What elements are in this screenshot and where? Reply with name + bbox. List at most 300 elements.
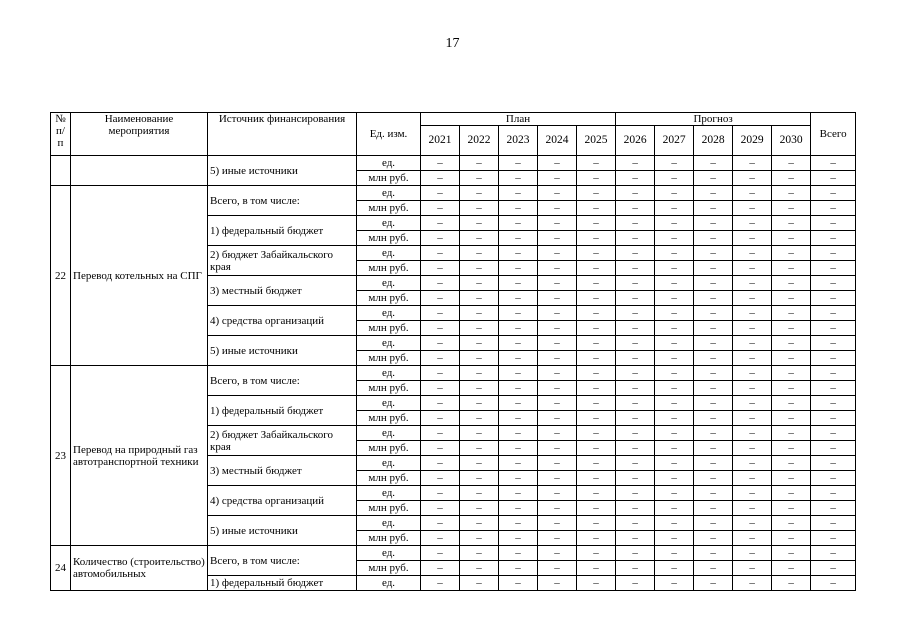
dash-cell: – bbox=[694, 186, 733, 201]
unit-cell: ед. bbox=[357, 456, 421, 471]
dash-cell: – bbox=[655, 216, 694, 231]
dash-cell: – bbox=[460, 516, 499, 531]
dash-cell: – bbox=[772, 531, 811, 546]
dash-cell: – bbox=[655, 276, 694, 291]
unit-cell: ед. bbox=[357, 426, 421, 441]
dash-cell: – bbox=[772, 246, 811, 261]
dash-cell: – bbox=[811, 246, 856, 261]
dash-cell: – bbox=[733, 171, 772, 186]
dash-cell: – bbox=[538, 216, 577, 231]
dash-cell: – bbox=[499, 186, 538, 201]
dash-cell: – bbox=[577, 186, 616, 201]
funding-source: 1) федеральный бюджет bbox=[208, 216, 357, 246]
dash-cell: – bbox=[577, 516, 616, 531]
dash-cell: – bbox=[577, 471, 616, 486]
dash-cell: – bbox=[733, 501, 772, 516]
dash-cell: – bbox=[577, 561, 616, 576]
dash-cell: – bbox=[655, 486, 694, 501]
header-plan: План bbox=[421, 113, 616, 126]
dash-cell: – bbox=[499, 411, 538, 426]
dash-cell: – bbox=[460, 531, 499, 546]
dash-cell: – bbox=[538, 456, 577, 471]
dash-cell: – bbox=[538, 516, 577, 531]
dash-cell: – bbox=[655, 561, 694, 576]
dash-cell: – bbox=[811, 351, 856, 366]
dash-cell: – bbox=[811, 576, 856, 591]
dash-cell: – bbox=[499, 501, 538, 516]
dash-cell: – bbox=[655, 201, 694, 216]
dash-cell: – bbox=[655, 261, 694, 276]
dash-cell: – bbox=[577, 411, 616, 426]
dash-cell: – bbox=[538, 156, 577, 171]
dash-cell: – bbox=[733, 486, 772, 501]
dash-cell: – bbox=[460, 171, 499, 186]
dash-cell: – bbox=[499, 486, 538, 501]
dash-cell: – bbox=[733, 441, 772, 456]
dash-cell: – bbox=[772, 576, 811, 591]
dash-cell: – bbox=[655, 531, 694, 546]
header-name: Наименование мероприятия bbox=[71, 113, 208, 156]
unit-cell: млн руб. bbox=[357, 501, 421, 516]
dash-cell: – bbox=[811, 306, 856, 321]
dash-cell: – bbox=[577, 291, 616, 306]
dash-cell: – bbox=[772, 291, 811, 306]
dash-cell: – bbox=[616, 426, 655, 441]
dash-cell: – bbox=[499, 321, 538, 336]
dash-cell: – bbox=[577, 426, 616, 441]
funding-source: 1) федеральный бюджет bbox=[208, 576, 357, 591]
dash-cell: – bbox=[538, 486, 577, 501]
dash-cell: – bbox=[421, 156, 460, 171]
dash-cell: – bbox=[811, 516, 856, 531]
dash-cell: – bbox=[772, 201, 811, 216]
dash-cell: – bbox=[733, 426, 772, 441]
dash-cell: – bbox=[460, 276, 499, 291]
dash-cell: – bbox=[733, 261, 772, 276]
dash-cell: – bbox=[499, 276, 538, 291]
row-number bbox=[51, 156, 71, 186]
dash-cell: – bbox=[421, 531, 460, 546]
dash-cell: – bbox=[421, 411, 460, 426]
dash-cell: – bbox=[538, 441, 577, 456]
dash-cell: – bbox=[733, 306, 772, 321]
funding-source: 1) федеральный бюджет bbox=[208, 396, 357, 426]
dash-cell: – bbox=[772, 186, 811, 201]
dash-cell: – bbox=[499, 246, 538, 261]
unit-cell: млн руб. bbox=[357, 411, 421, 426]
dash-cell: – bbox=[616, 186, 655, 201]
dash-cell: – bbox=[811, 531, 856, 546]
dash-cell: – bbox=[733, 231, 772, 246]
dash-cell: – bbox=[616, 201, 655, 216]
dash-cell: – bbox=[499, 201, 538, 216]
dash-cell: – bbox=[460, 186, 499, 201]
dash-cell: – bbox=[772, 411, 811, 426]
dash-cell: – bbox=[577, 486, 616, 501]
unit-cell: млн руб. bbox=[357, 291, 421, 306]
funding-source: 4) средства организаций bbox=[208, 486, 357, 516]
unit-cell: ед. bbox=[357, 306, 421, 321]
dash-cell: – bbox=[499, 381, 538, 396]
dash-cell: – bbox=[499, 156, 538, 171]
dash-cell: – bbox=[655, 336, 694, 351]
dash-cell: – bbox=[616, 156, 655, 171]
unit-cell: ед. bbox=[357, 396, 421, 411]
dash-cell: – bbox=[577, 576, 616, 591]
dash-cell: – bbox=[577, 231, 616, 246]
dash-cell: – bbox=[421, 246, 460, 261]
dash-cell: – bbox=[655, 186, 694, 201]
dash-cell: – bbox=[772, 546, 811, 561]
dash-cell: – bbox=[694, 336, 733, 351]
dash-cell: – bbox=[694, 561, 733, 576]
dash-cell: – bbox=[772, 486, 811, 501]
dash-cell: – bbox=[460, 501, 499, 516]
funding-source: 3) местный бюджет bbox=[208, 456, 357, 486]
unit-cell: млн руб. bbox=[357, 261, 421, 276]
dash-cell: – bbox=[460, 201, 499, 216]
dash-cell: – bbox=[421, 501, 460, 516]
dash-cell: – bbox=[538, 321, 577, 336]
table-row bbox=[51, 366, 856, 381]
unit-cell: ед. bbox=[357, 576, 421, 591]
dash-cell: – bbox=[460, 261, 499, 276]
dash-cell: – bbox=[772, 441, 811, 456]
header-year: 2025 bbox=[577, 126, 616, 156]
funding-source: 2) бюджет Забайкальского края bbox=[208, 246, 357, 276]
dash-cell: – bbox=[577, 216, 616, 231]
dash-cell: – bbox=[577, 531, 616, 546]
dash-cell: – bbox=[772, 306, 811, 321]
dash-cell: – bbox=[460, 156, 499, 171]
dash-cell: – bbox=[460, 441, 499, 456]
dash-cell: – bbox=[616, 441, 655, 456]
page-number: 17 bbox=[445, 36, 460, 51]
dash-cell: – bbox=[460, 336, 499, 351]
funding-source: 5) иные источники bbox=[208, 336, 357, 366]
dash-cell: – bbox=[616, 306, 655, 321]
dash-cell: – bbox=[499, 351, 538, 366]
row-number: 23 bbox=[51, 366, 71, 546]
dash-cell: – bbox=[811, 441, 856, 456]
dash-cell: – bbox=[811, 561, 856, 576]
dash-cell: – bbox=[733, 546, 772, 561]
dash-cell: – bbox=[538, 261, 577, 276]
dash-cell: – bbox=[421, 201, 460, 216]
dash-cell: – bbox=[421, 186, 460, 201]
dash-cell: – bbox=[499, 531, 538, 546]
dash-cell: – bbox=[538, 276, 577, 291]
dash-cell: – bbox=[811, 261, 856, 276]
dash-cell: – bbox=[655, 396, 694, 411]
dash-cell: – bbox=[499, 456, 538, 471]
funding-source: Всего, в том числе: bbox=[208, 366, 357, 396]
dash-cell: – bbox=[460, 561, 499, 576]
dash-cell: – bbox=[616, 276, 655, 291]
dash-cell: – bbox=[616, 231, 655, 246]
header-source: Источник финансирования bbox=[208, 113, 357, 156]
dash-cell: – bbox=[499, 561, 538, 576]
dash-cell: – bbox=[460, 306, 499, 321]
dash-cell: – bbox=[811, 471, 856, 486]
dash-cell: – bbox=[577, 396, 616, 411]
unit-cell: ед. bbox=[357, 486, 421, 501]
funding-source: 3) местный бюджет bbox=[208, 276, 357, 306]
dash-cell: – bbox=[733, 471, 772, 486]
dash-cell: – bbox=[577, 441, 616, 456]
dash-cell: – bbox=[655, 471, 694, 486]
dash-cell: – bbox=[538, 351, 577, 366]
dash-cell: – bbox=[616, 246, 655, 261]
dash-cell: – bbox=[811, 291, 856, 306]
dash-cell: – bbox=[733, 381, 772, 396]
dash-cell: – bbox=[421, 486, 460, 501]
dash-cell: – bbox=[460, 486, 499, 501]
unit-cell: ед. bbox=[357, 546, 421, 561]
dash-cell: – bbox=[460, 396, 499, 411]
dash-cell: – bbox=[616, 381, 655, 396]
dash-cell: – bbox=[811, 321, 856, 336]
dash-cell: – bbox=[694, 201, 733, 216]
dash-cell: – bbox=[460, 546, 499, 561]
dash-cell: – bbox=[694, 441, 733, 456]
dash-cell: – bbox=[577, 546, 616, 561]
dash-cell: – bbox=[811, 186, 856, 201]
dash-cell: – bbox=[811, 366, 856, 381]
dash-cell: – bbox=[538, 381, 577, 396]
dash-cell: – bbox=[421, 516, 460, 531]
dash-cell: – bbox=[616, 366, 655, 381]
header-year: 2028 bbox=[694, 126, 733, 156]
dash-cell: – bbox=[733, 531, 772, 546]
dash-cell: – bbox=[499, 291, 538, 306]
dash-cell: – bbox=[616, 171, 655, 186]
dash-cell: – bbox=[538, 291, 577, 306]
dash-cell: – bbox=[655, 426, 694, 441]
dash-cell: – bbox=[616, 471, 655, 486]
dash-cell: – bbox=[694, 576, 733, 591]
dash-cell: – bbox=[538, 471, 577, 486]
dash-cell: – bbox=[421, 231, 460, 246]
row-number: 22 bbox=[51, 186, 71, 366]
dash-cell: – bbox=[577, 156, 616, 171]
dash-cell: – bbox=[499, 426, 538, 441]
dash-cell: – bbox=[811, 426, 856, 441]
measure-name: Количество (строительство) автомобильных bbox=[71, 546, 208, 591]
dash-cell: – bbox=[499, 366, 538, 381]
dash-cell: – bbox=[694, 171, 733, 186]
dash-cell: – bbox=[538, 186, 577, 201]
unit-cell: млн руб. bbox=[357, 381, 421, 396]
dash-cell: – bbox=[421, 456, 460, 471]
dash-cell: – bbox=[577, 261, 616, 276]
dash-cell: – bbox=[421, 471, 460, 486]
dash-cell: – bbox=[772, 156, 811, 171]
unit-cell: млн руб. bbox=[357, 561, 421, 576]
unit-cell: млн руб. bbox=[357, 201, 421, 216]
unit-cell: млн руб. bbox=[357, 321, 421, 336]
dash-cell: – bbox=[499, 516, 538, 531]
unit-cell: ед. bbox=[357, 186, 421, 201]
dash-cell: – bbox=[499, 216, 538, 231]
table-row bbox=[51, 546, 856, 561]
dash-cell: – bbox=[421, 321, 460, 336]
dash-cell: – bbox=[616, 501, 655, 516]
dash-cell: – bbox=[772, 381, 811, 396]
dash-cell: – bbox=[616, 546, 655, 561]
dash-cell: – bbox=[616, 321, 655, 336]
dash-cell: – bbox=[577, 336, 616, 351]
dash-cell: – bbox=[655, 516, 694, 531]
dash-cell: – bbox=[460, 456, 499, 471]
dash-cell: – bbox=[577, 456, 616, 471]
funding-source: 2) бюджет Забайкальского края bbox=[208, 426, 357, 456]
dash-cell: – bbox=[538, 171, 577, 186]
dash-cell: – bbox=[694, 246, 733, 261]
dash-cell: – bbox=[694, 546, 733, 561]
dash-cell: – bbox=[616, 351, 655, 366]
dash-cell: – bbox=[421, 561, 460, 576]
dash-cell: – bbox=[694, 366, 733, 381]
dash-cell: – bbox=[772, 321, 811, 336]
dash-cell: – bbox=[655, 306, 694, 321]
dash-cell: – bbox=[733, 576, 772, 591]
dash-cell: – bbox=[655, 291, 694, 306]
dash-cell: – bbox=[811, 411, 856, 426]
dash-cell: – bbox=[811, 171, 856, 186]
dash-cell: – bbox=[421, 261, 460, 276]
dash-cell: – bbox=[733, 246, 772, 261]
dash-cell: – bbox=[616, 456, 655, 471]
dash-cell: – bbox=[577, 321, 616, 336]
dash-cell: – bbox=[460, 231, 499, 246]
dash-cell: – bbox=[733, 276, 772, 291]
dash-cell: – bbox=[616, 336, 655, 351]
unit-cell: ед. bbox=[357, 276, 421, 291]
dash-cell: – bbox=[577, 366, 616, 381]
dash-cell: – bbox=[811, 381, 856, 396]
dash-cell: – bbox=[460, 411, 499, 426]
unit-cell: ед. bbox=[357, 156, 421, 171]
unit-cell: млн руб. bbox=[357, 441, 421, 456]
dash-cell: – bbox=[655, 171, 694, 186]
dash-cell: – bbox=[655, 501, 694, 516]
dash-cell: – bbox=[421, 216, 460, 231]
dash-cell: – bbox=[811, 156, 856, 171]
measure-name: Перевод котельных на СПГ bbox=[71, 186, 208, 366]
dash-cell: – bbox=[811, 216, 856, 231]
dash-cell: – bbox=[655, 321, 694, 336]
dash-cell: – bbox=[499, 471, 538, 486]
dash-cell: – bbox=[655, 246, 694, 261]
dash-cell: – bbox=[655, 381, 694, 396]
dash-cell: – bbox=[733, 516, 772, 531]
dash-cell: – bbox=[694, 501, 733, 516]
dash-cell: – bbox=[538, 231, 577, 246]
dash-cell: – bbox=[499, 336, 538, 351]
dash-cell: – bbox=[694, 411, 733, 426]
dash-cell: – bbox=[577, 501, 616, 516]
dash-cell: – bbox=[616, 531, 655, 546]
dash-cell: – bbox=[811, 201, 856, 216]
dash-cell: – bbox=[421, 441, 460, 456]
dash-cell: – bbox=[733, 291, 772, 306]
dash-cell: – bbox=[538, 561, 577, 576]
table-row bbox=[51, 186, 856, 201]
dash-cell: – bbox=[811, 456, 856, 471]
unit-cell: ед. bbox=[357, 216, 421, 231]
dash-cell: – bbox=[694, 321, 733, 336]
dash-cell: – bbox=[538, 336, 577, 351]
header-num: № п/ п bbox=[51, 113, 71, 156]
dash-cell: – bbox=[772, 351, 811, 366]
table-row bbox=[51, 156, 856, 171]
funding-source: Всего, в том числе: bbox=[208, 546, 357, 576]
header-year: 2022 bbox=[460, 126, 499, 156]
unit-cell: млн руб. bbox=[357, 231, 421, 246]
dash-cell: – bbox=[538, 411, 577, 426]
dash-cell: – bbox=[538, 201, 577, 216]
dash-cell: – bbox=[733, 396, 772, 411]
measure-name: Перевод на природный газ автотранспортной техники bbox=[71, 366, 208, 546]
dash-cell: – bbox=[538, 306, 577, 321]
dash-cell: – bbox=[499, 171, 538, 186]
header-year: 2030 bbox=[772, 126, 811, 156]
dash-cell: – bbox=[772, 336, 811, 351]
dash-cell: – bbox=[811, 231, 856, 246]
dash-cell: – bbox=[655, 441, 694, 456]
dash-cell: – bbox=[694, 486, 733, 501]
dash-cell: – bbox=[694, 456, 733, 471]
dash-cell: – bbox=[421, 366, 460, 381]
header-forecast: Прогноз bbox=[616, 113, 811, 126]
dash-cell: – bbox=[421, 426, 460, 441]
header-total: Всего bbox=[811, 113, 856, 156]
dash-cell: – bbox=[538, 576, 577, 591]
dash-cell: – bbox=[421, 336, 460, 351]
unit-cell: млн руб. bbox=[357, 351, 421, 366]
dash-cell: – bbox=[733, 456, 772, 471]
dash-cell: – bbox=[733, 561, 772, 576]
financing-table bbox=[50, 112, 856, 591]
header-year: 2026 bbox=[616, 126, 655, 156]
dash-cell: – bbox=[499, 576, 538, 591]
dash-cell: – bbox=[772, 396, 811, 411]
header-year: 2027 bbox=[655, 126, 694, 156]
dash-cell: – bbox=[772, 261, 811, 276]
dash-cell: – bbox=[694, 516, 733, 531]
dash-cell: – bbox=[655, 366, 694, 381]
row-number: 24 bbox=[51, 546, 71, 591]
unit-cell: млн руб. bbox=[357, 471, 421, 486]
dash-cell: – bbox=[694, 261, 733, 276]
dash-cell: – bbox=[421, 396, 460, 411]
dash-cell: – bbox=[694, 276, 733, 291]
dash-cell: – bbox=[616, 216, 655, 231]
funding-source: 5) иные источники bbox=[208, 516, 357, 546]
unit-cell: ед. bbox=[357, 366, 421, 381]
dash-cell: – bbox=[460, 246, 499, 261]
dash-cell: – bbox=[616, 516, 655, 531]
unit-cell: ед. bbox=[357, 336, 421, 351]
dash-cell: – bbox=[733, 411, 772, 426]
header-year: 2021 bbox=[421, 126, 460, 156]
dash-cell: – bbox=[616, 291, 655, 306]
dash-cell: – bbox=[421, 276, 460, 291]
dash-cell: – bbox=[772, 471, 811, 486]
dash-cell: – bbox=[616, 396, 655, 411]
dash-cell: – bbox=[694, 381, 733, 396]
